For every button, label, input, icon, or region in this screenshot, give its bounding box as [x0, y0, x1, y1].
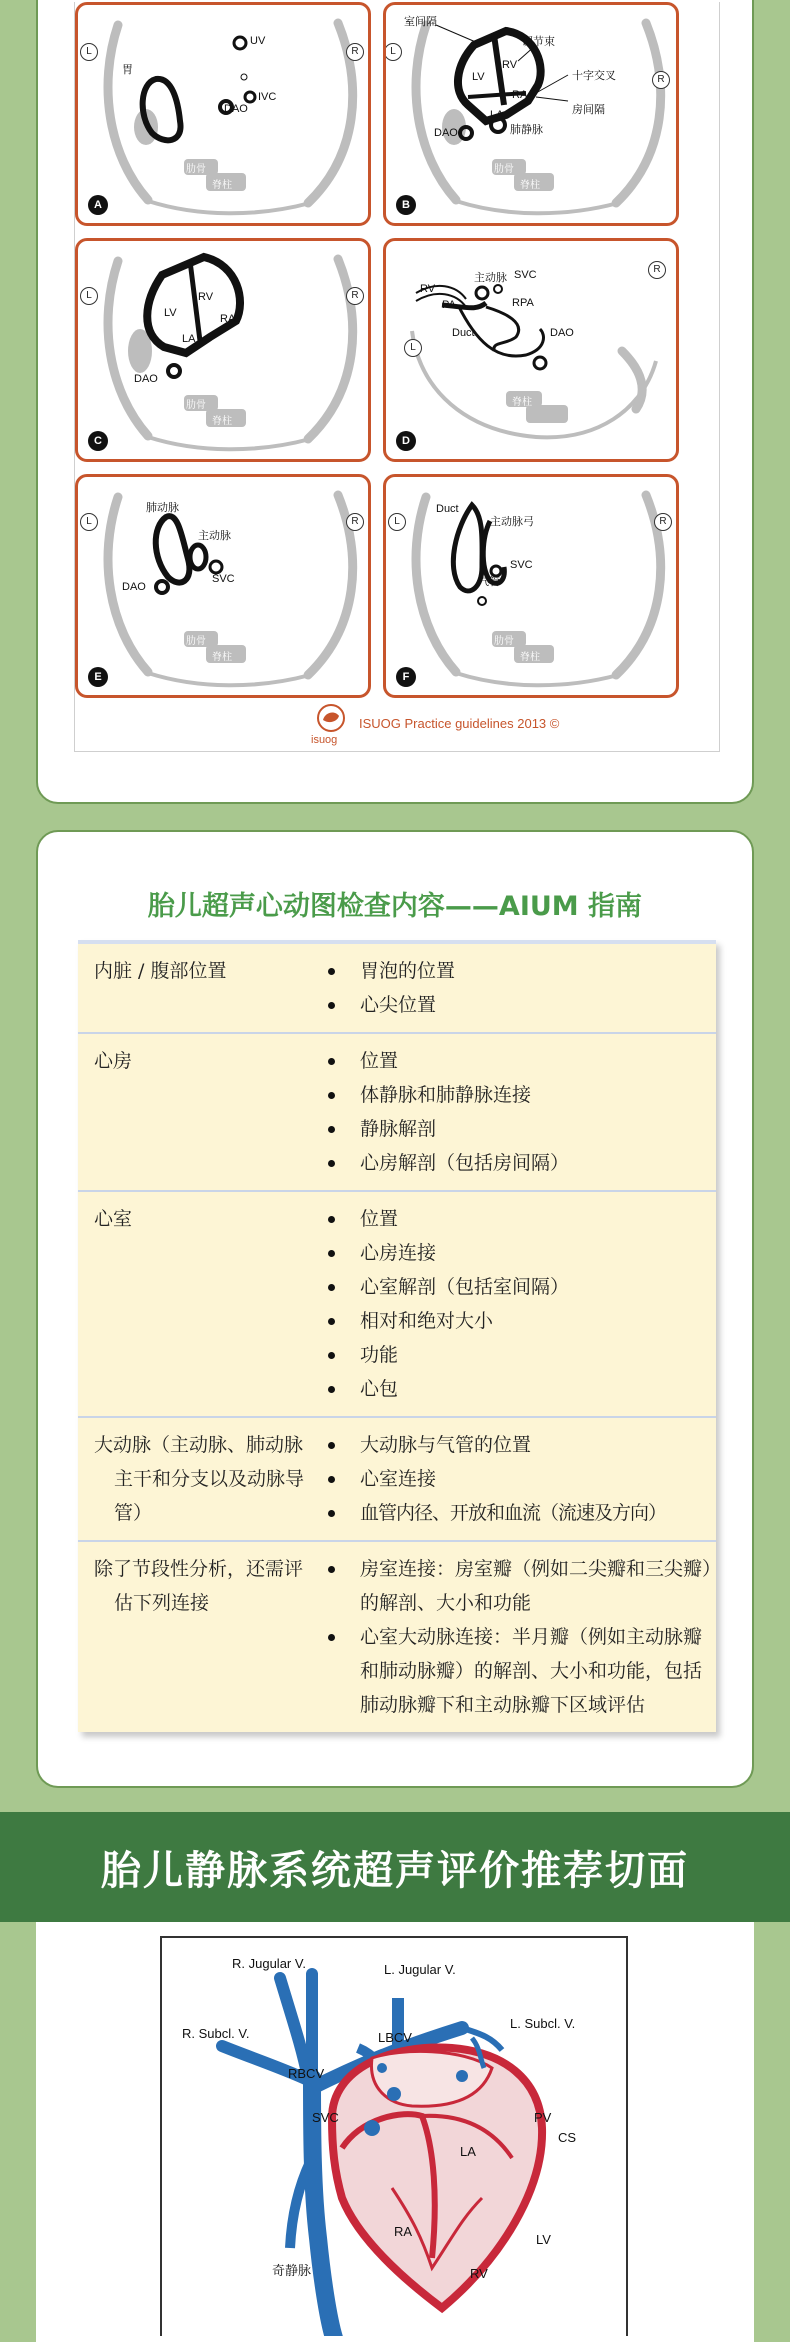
row-label-cell — [78, 1552, 322, 1722]
label-arch: 主动脉弓 — [490, 516, 534, 528]
label-duct: Duct — [452, 327, 475, 339]
list-item: 胃泡的位置 — [322, 954, 716, 988]
label-ra: RA — [220, 313, 236, 325]
label-lv: LV — [164, 307, 177, 319]
item-list — [322, 1428, 716, 1530]
panel-letter: B — [396, 195, 416, 215]
label-la: LA — [460, 2144, 476, 2159]
label-dao: DAO — [224, 103, 248, 115]
item-list — [322, 954, 716, 1022]
label-spine: 脊柱 — [212, 652, 232, 663]
venous-figure — [160, 1936, 628, 2336]
panel-c-drawing — [78, 241, 371, 462]
list-item: 心房解剖（包括房间隔） — [322, 1146, 716, 1180]
item-list — [322, 1202, 716, 1406]
list-item: 相对和绝对大小 — [322, 1304, 716, 1338]
aium-title: 胎儿超声心动图检查内容——AIUM 指南 — [147, 891, 643, 922]
aium-table — [78, 940, 716, 1732]
label-svc: SVC — [510, 559, 533, 571]
list-item: 心室解剖（包括室间隔） — [322, 1270, 716, 1304]
figure-credit: ISUOG Practice guidelines 2013 © — [359, 716, 560, 731]
label-moderator: 调节束 — [522, 36, 555, 48]
left-marker: L — [80, 513, 98, 531]
label-spine: 脊柱 — [520, 180, 540, 191]
list-item: 体静脉和肺静脉连接 — [322, 1078, 716, 1112]
label-spine: 脊柱 — [520, 652, 540, 663]
table-row — [78, 1034, 716, 1192]
label-rib: 肋骨 — [494, 636, 514, 647]
panel-f — [383, 474, 679, 698]
label-ra: RA — [512, 89, 528, 101]
row-items — [322, 1552, 716, 1722]
label-l-jugular: L. Jugular V. — [384, 1962, 456, 1977]
panel-letter: C — [88, 431, 108, 451]
label-duct: Duct — [436, 503, 459, 515]
row-items — [322, 1044, 716, 1180]
row-items — [322, 1202, 716, 1406]
label-rpa: RPA — [512, 297, 534, 309]
right-marker: R — [652, 71, 670, 89]
label-lv: LV — [472, 71, 485, 83]
label-pa: PA — [442, 299, 456, 311]
label-spine: 脊柱 — [212, 180, 232, 191]
section-banner — [0, 1812, 790, 1922]
label-rv: RV — [470, 2266, 488, 2281]
list-item: 心室连接 — [322, 1462, 716, 1496]
label-stomach: 胃 — [122, 64, 133, 76]
table-row — [78, 1542, 716, 1732]
panel-letter: F — [396, 667, 416, 687]
row-label: 心室 — [94, 1208, 133, 1230]
left-marker: L — [404, 339, 422, 357]
label-l-subcl: L. Subcl. V. — [510, 2016, 576, 2031]
list-item: 静脉解剖 — [322, 1112, 716, 1146]
item-list — [322, 1044, 716, 1180]
right-marker: R — [346, 287, 364, 305]
label-rv: RV — [420, 283, 436, 295]
label-rv: RV — [502, 59, 518, 71]
list-item: 心室大动脉连接：半月瓣（例如主动脉瓣和肺动脉瓣）的解剖、大小和功能，包括肺动脉瓣下和主动脉瓣下区域评估 — [322, 1620, 716, 1722]
label-la: LA — [490, 109, 504, 121]
list-item: 位置 — [322, 1202, 716, 1236]
label-pv: 肺静脉 — [510, 124, 543, 136]
label-dao: DAO — [550, 327, 574, 339]
label-lv: LV — [536, 2232, 551, 2247]
left-marker: L — [384, 43, 402, 61]
label-ra: RA — [394, 2224, 413, 2239]
label-cs: CS — [558, 2130, 577, 2145]
label-rbcv: RBCV — [288, 2066, 325, 2081]
panel-letter: A — [88, 195, 108, 215]
label-la: LA — [182, 333, 196, 345]
left-marker: L — [388, 513, 406, 531]
table-row — [78, 1418, 716, 1542]
row-items — [322, 954, 716, 1022]
right-marker: R — [346, 43, 364, 61]
list-item: 心包 — [322, 1372, 716, 1406]
right-marker: R — [346, 513, 364, 531]
panel-b — [383, 2, 679, 226]
row-label: 除了节段性分析，还需评估下列连接 — [94, 1558, 304, 1614]
label-svc: SVC — [212, 573, 235, 585]
left-marker: L — [80, 287, 98, 305]
label-dao: DAO — [122, 581, 146, 593]
panel-letter: E — [88, 667, 108, 687]
right-marker: R — [648, 261, 666, 279]
row-label: 大动脉（主动脉、肺动脉主干和分支以及动脉导管） — [94, 1434, 305, 1524]
list-item: 房室连接：房室瓣（例如二尖瓣和三尖瓣）的解剖、大小和功能 — [322, 1552, 716, 1620]
panel-letter: D — [396, 431, 416, 451]
label-rib: 肋骨 — [186, 636, 206, 647]
label-spine: 脊柱 — [512, 397, 532, 408]
label-r-subcl: R. Subcl. V. — [182, 2026, 250, 2041]
row-items — [322, 1428, 716, 1530]
list-item: 血管内径、开放和血流（流速及方向） — [322, 1496, 716, 1530]
panel-d — [383, 238, 679, 462]
label-svc: SVC — [514, 269, 537, 281]
label-rib: 肋骨 — [186, 164, 206, 175]
left-marker: L — [80, 43, 98, 61]
list-item: 心房连接 — [322, 1236, 716, 1270]
label-pv: PV — [534, 2110, 552, 2125]
list-item: 心尖位置 — [322, 988, 716, 1022]
label-azygos: 奇静脉 — [272, 2263, 312, 2278]
label-spine: 脊柱 — [212, 416, 232, 427]
aium-card — [36, 830, 754, 1788]
label-aorta: 主动脉 — [198, 530, 231, 542]
right-marker: R — [654, 513, 672, 531]
row-label: 内脏 / 腹部位置 — [94, 960, 227, 982]
banner-title: 胎儿静脉系统超声评价推荐切面 — [101, 1847, 689, 1894]
label-crux: 十字交叉 — [572, 70, 616, 82]
isuog-logo-text: isuog — [311, 734, 338, 746]
label-septum-v: 室间隔 — [404, 16, 437, 28]
list-item: 大动脉与气管的位置 — [322, 1428, 716, 1462]
panel-a-drawing — [78, 5, 371, 226]
isuog-figure — [74, 2, 720, 752]
label-rv: RV — [198, 291, 214, 303]
list-item: 位置 — [322, 1044, 716, 1078]
label-r-jugular: R. Jugular V. — [232, 1956, 306, 1971]
panel-e — [75, 474, 371, 698]
label-rib: 肋骨 — [186, 400, 206, 411]
list-item: 功能 — [322, 1338, 716, 1372]
label-dao: DAO — [434, 127, 458, 139]
label-ivc: IVC — [258, 91, 277, 103]
row-label-cell — [78, 1428, 322, 1530]
table-row — [78, 1192, 716, 1418]
table-row — [78, 944, 716, 1034]
row-label: 心房 — [94, 1050, 133, 1072]
label-rib: 肋骨 — [598, 313, 618, 324]
label-uv: UV — [250, 35, 266, 47]
label-pa: 肺动脉 — [146, 502, 179, 514]
panel-f-drawing — [386, 477, 679, 698]
label-lbcv: LBCV — [378, 2030, 412, 2045]
label-svc: SVC — [312, 2110, 339, 2125]
item-list — [322, 1552, 716, 1722]
panel-c — [75, 238, 371, 462]
label-aorta: 主动脉 — [474, 272, 507, 284]
label-septum-a: 房间隔 — [572, 104, 605, 116]
figure-card — [36, 0, 754, 804]
label-rib: 肋骨 — [494, 164, 514, 175]
label-dao: DAO — [134, 373, 158, 385]
label-trachea: 气管 — [478, 576, 500, 588]
panel-a — [75, 2, 371, 226]
